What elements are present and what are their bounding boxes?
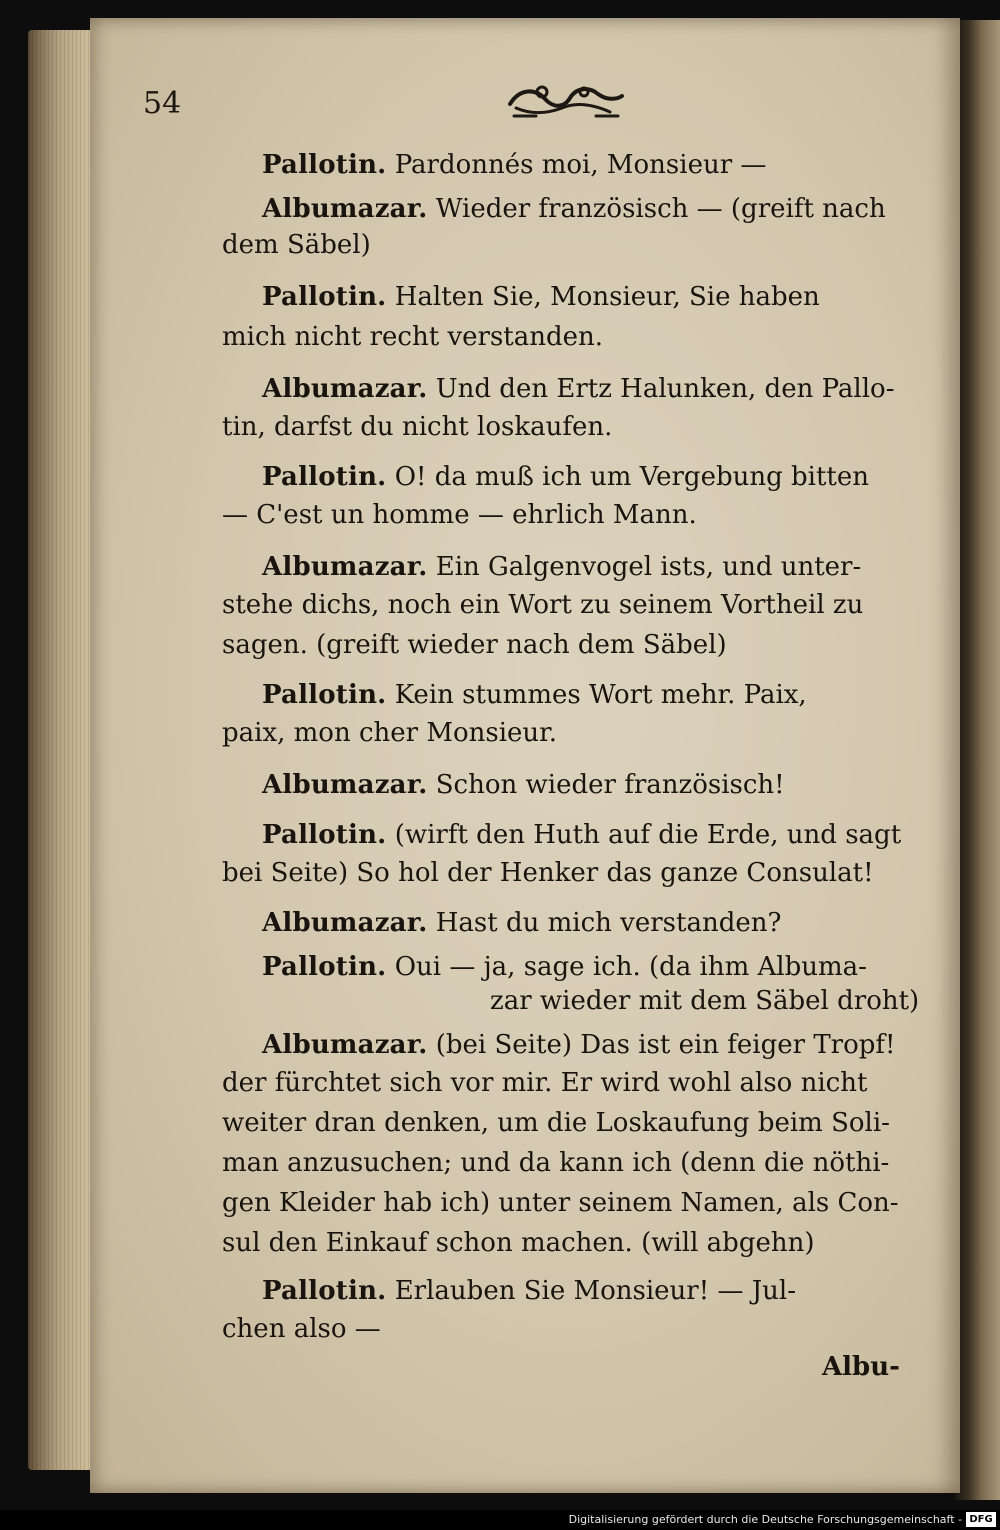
text-line [262,372,895,406]
speaker-name: Albumazar. [262,374,428,404]
speaker-name: Albumazar. [262,1030,428,1060]
text-line [222,320,603,354]
ornament-icon [506,78,626,122]
text-line [222,588,863,622]
text-line [222,628,727,662]
footer-credit: Digitalisierung gefördert durch die Deutsche Forschungsgemeinschaft - [568,1513,962,1526]
line-text: der fürchtet sich vor mir. Er wird wohl also nicht [222,1068,868,1098]
line-text: sagen. (greift wieder nach dem Säbel) [222,630,727,660]
text-line [262,192,886,226]
text-line [222,1106,890,1140]
text-line [262,906,781,940]
page-number: 54 [143,86,182,121]
line-text: Pardonnés moi, Monsieur — [386,150,767,180]
line-text: chen also — [222,1314,381,1344]
line-text: Wieder französisch — (greift nach [427,194,886,224]
line-text: Oui — ja, sage ich. (da ihm Albuma- [386,952,867,982]
line-text: (wirft den Huth auf die Erde, und sagt [386,820,902,850]
text-line [222,498,697,532]
text-line [222,1312,381,1346]
text-line [262,768,785,802]
line-text: O! da muß ich um Vergebung bitten [386,462,869,492]
book-page [90,18,960,1493]
text-line [222,1146,889,1180]
line-text: Schon wieder französisch! [427,770,785,800]
line-text: paix, mon cher Monsieur. [222,718,558,748]
text-line [262,1274,796,1308]
text-line [262,550,861,584]
speaker-name: Pallotin. [262,282,387,312]
speaker-name: Pallotin. [262,462,387,492]
speaker-name: Albumazar. [262,194,428,224]
text-line [262,280,820,314]
line-text: Ein Galgenvogel ists, und unter- [427,552,862,582]
line-text: sul den Einkauf schon machen. (will abgehn) [222,1228,815,1258]
line-text: man anzusuchen; und da kann ich (denn die nöthi- [222,1148,890,1178]
speaker-name: Pallotin. [262,820,387,850]
line-text: Erlauben Sie Monsieur! — Jul- [386,1276,796,1306]
text-line [222,410,612,444]
catchword: Albu- [822,1352,900,1382]
text-line [262,818,901,852]
speaker-name: Pallotin. [262,1276,387,1306]
line-text: Hast du mich verstanden? [427,908,782,938]
line-text: dem Säbel) [222,230,371,260]
dfg-logo-icon: DFG [966,1512,996,1527]
text-line [262,678,807,712]
line-text: — C'est un homme — ehrlich Mann. [222,500,697,530]
text-line [262,460,869,494]
text-line [262,1028,895,1062]
text-line [222,228,371,262]
facing-page-edge [955,20,1000,1500]
line-text: gen Kleider hab ich) unter seinem Namen, als Con- [222,1188,899,1218]
text-line [222,1186,899,1220]
text-line [222,1066,867,1100]
text-line [262,950,867,984]
speaker-name: Pallotin. [262,952,387,982]
speaker-name: Albumazar. [262,908,428,938]
line-text: mich nicht recht verstanden. [222,322,604,352]
line-text: zar wieder mit dem Säbel droht) [490,986,920,1016]
line-text: bei Seite) So hol der Henker das ganze Consulat! [222,858,874,888]
line-text: tin, darfst du nicht loskaufen. [222,412,613,442]
line-text: Halten Sie, Monsieur, Sie haben [386,282,820,312]
line-text: stehe dichs, noch ein Wort zu seinem Vortheil zu [222,590,864,620]
line-text: Und den Ertz Halunken, den Pallo- [427,374,895,404]
line-text: Kein stummes Wort mehr. Paix, [386,680,807,710]
speaker-name: Pallotin. [262,680,387,710]
speaker-name: Albumazar. [262,770,428,800]
text-line [222,716,557,750]
speaker-name: Pallotin. [262,150,387,180]
text-line [222,856,874,890]
line-text: (bei Seite) Das ist ein feiger Tropf! [427,1030,896,1060]
line-text: weiter dran denken, um die Loskaufung beim Soli- [222,1108,890,1138]
text-line [262,148,766,182]
text-line [222,1226,815,1260]
text-line [490,984,919,1018]
speaker-name: Albumazar. [262,552,428,582]
